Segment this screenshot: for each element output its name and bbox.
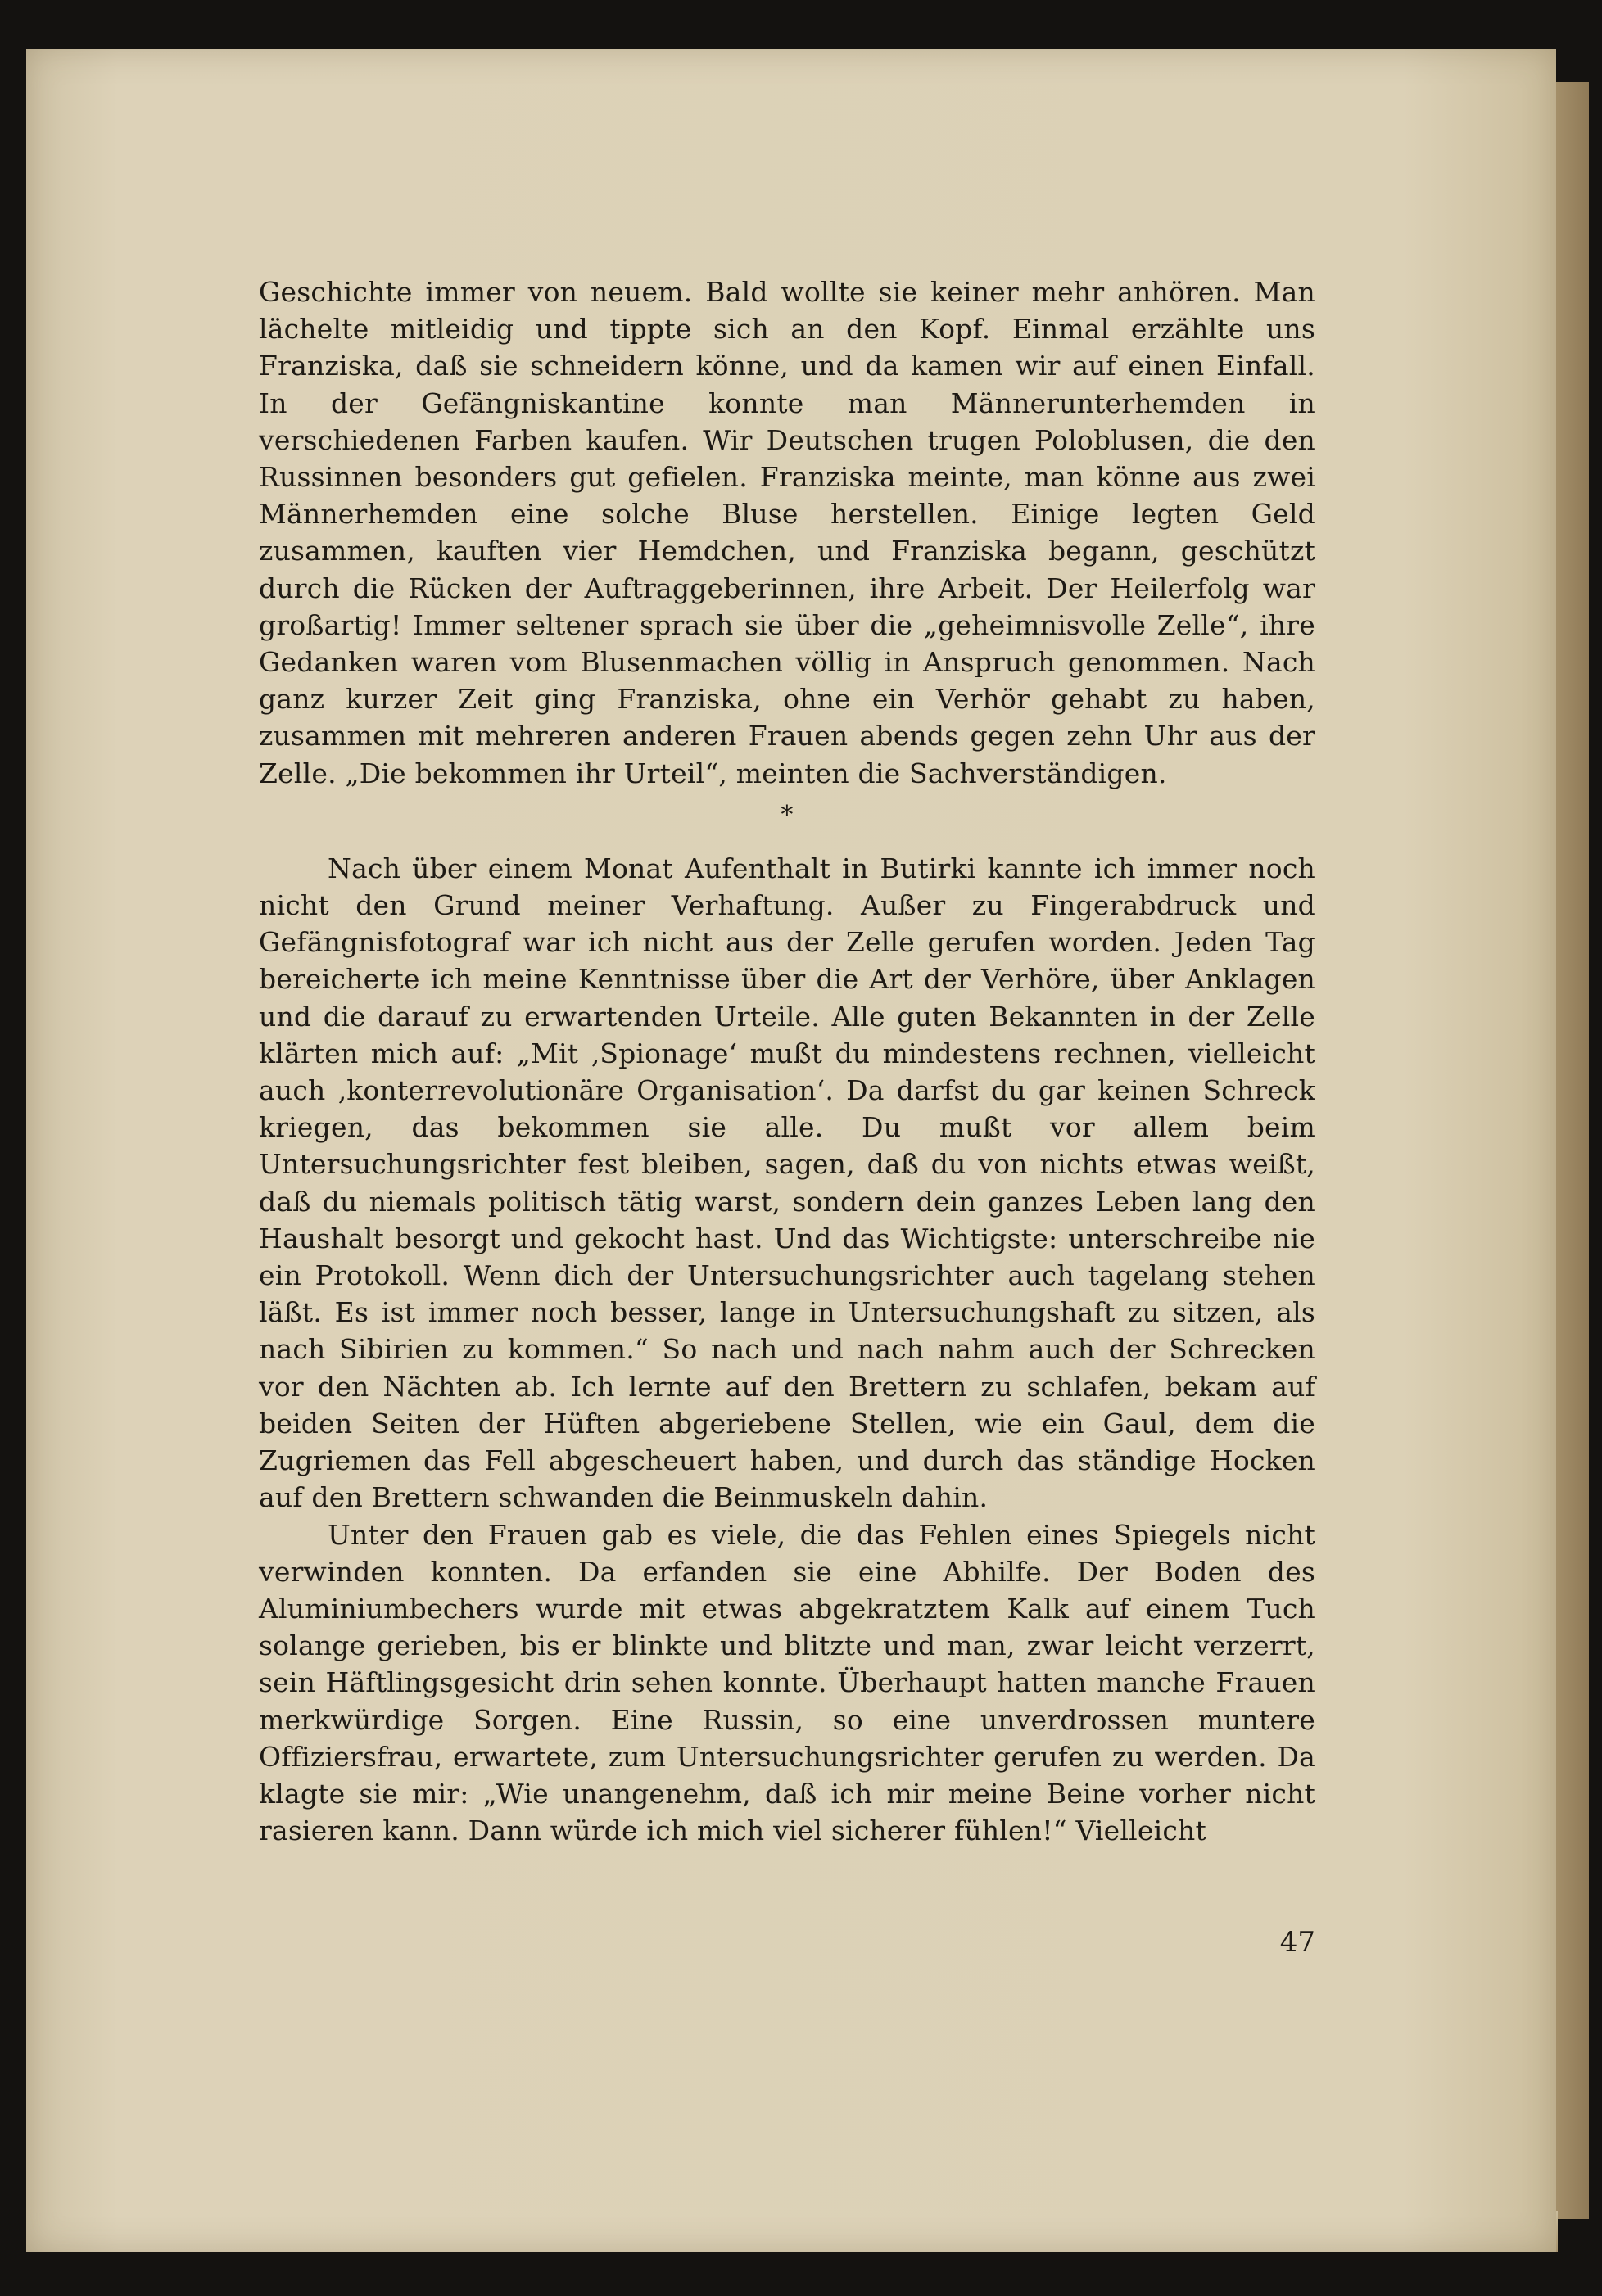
paragraph-2: Nach über einem Monat Aufenthalt in Butirki kannte ich immer noch nicht den Grund meiner Verhaftung. Außer zu Fingerabdruck und Gefängnisfotograf war ich nicht aus der Zelle gerufen worden. Jeden Tag bereicherte ich meine Kenntnisse über die Art der Verhöre, über Anklagen und die darauf zu erwartenden Urteile. Alle guten Bekannten in der Zelle klärten mich auf: „Mit ‚Spionage‘ mußt du mindestens rechnen, vielleicht auch ‚konterrevolutionäre Organisation‘. Da darfst du gar keinen Schreck kriegen, das bekommen sie alle. Du mußt vor allem beim Untersuchungsrichter fest bleiben, sagen, daß du von nichts etwas weißt, daß du niemals politisch tätig warst, sondern dein ganzes Leben lang den Haushalt besorgt und gekocht hast. Und das Wichtigste: unterschreibe nie ein Protokoll. Wenn dich der Untersuchungsrichter auch tagelang stehen läßt. Es ist immer noch besser, lange in Untersuchungshaft zu sitzen, als nach Sibirien zu kommen.“ So nach und nach nahm auch der Schrecken vor den Nächten ab. Ich lernte auf den Brettern zu schlafen, bekam auf beiden Seiten der Hüften abgeriebene Stellen, wie ein Gaul, dem die Zugriemen das Fell abgescheuert haben, und durch das ständige Hocken auf den Brettern schwanden die Beinmuskeln dahin.: [259, 852, 1315, 1514]
section-separator: *: [781, 800, 794, 829]
body-text: [259, 273, 1315, 1849]
paragraph-3: Unter den Frauen gab es viele, die das Fehlen eines Spiegels nicht verwinden konnten. Da erfanden sie eine Abhilfe. Der Boden des Aluminiumbechers wurde mit etwas abgekratztem Kalk auf einem Tuch solange gerieben, bis er blinkte und blitzte und man, zwar leicht verzerrt, sein Häftlingsgesicht drin sehen konnte. Überhaupt hatten manche Frauen merkwürdige Sorgen. Eine Russin, so eine unverdrossen muntere Offiziersfrau, erwartete, zum Untersuchungsrichter gerufen zu werden. Da klagte sie mir: „Wie unangenehm, daß ich mir meine Beine vorher nicht rasieren kann. Dann würde ich mich viel sicherer fühlen!“ Vielleicht: [259, 1518, 1315, 1847]
paragraph-1: Geschichte immer von neuem. Bald wollte sie keiner mehr anhören. Man lächelte mitleidig und tippte sich an den Kopf. Einmal erzählte uns Franziska, daß sie schneidern könne, und da kamen wir auf einen Einfall. In der Gefängniskantine konnte man Männerunterhemden in verschiedenen Farben kaufen. Wir Deutschen trugen Poloblusen, die den Russinnen besonders gut gefielen. Franziska meinte, man könne aus zwei Männerhemden eine solche Bluse herstellen. Einige legten Geld zusammen, kauften vier Hemdchen, und Franziska begann, geschützt durch die Rücken der Auftraggeberinnen, ihre Arbeit. Der Heilerfolg war großartig! Immer seltener sprach sie über die „geheimnisvolle Zelle“, ihre Gedanken waren vom Blusenmachen völlig in Anspruch genommen. Nach ganz kurzer Zeit ging Franziska, ohne ein Verhör gehabt zu haben, zusammen mit mehreren anderen Frauen abends gegen zehn Uhr aus der Zelle. „Die bekommen ihr Urteil“, meinten die Sachverständigen.: [259, 276, 1315, 789]
page-number: 47: [1279, 1926, 1315, 1959]
